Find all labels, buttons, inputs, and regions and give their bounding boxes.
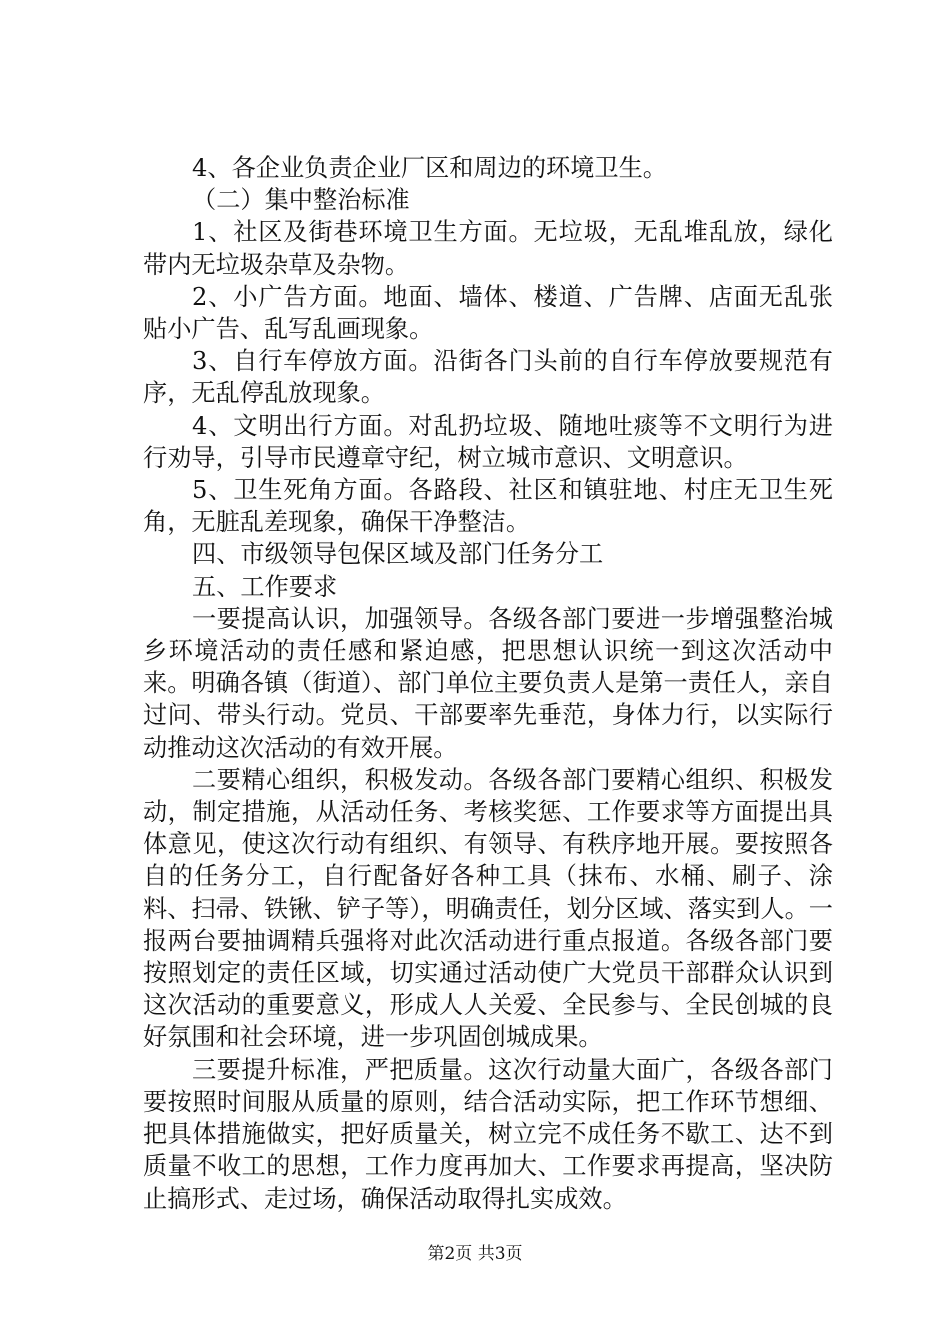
paragraph-requirement-awareness: 一要提高认识，加强领导。各级各部门要进一步增强整治城乡环境活动的责任感和紧迫感，把思想认识统一到这次活动中来。明确各镇（街道）、部门单位主要负责人是第一责任人，亲自过问、带头行动。党员、干部要率先垂范，身体力行，以实际行动推动这次活动的有效开展。 bbox=[143, 604, 833, 762]
paragraph-requirement-quality: 三要提升标准，严把质量。这次行动量大面广，各级各部门要按照时间服从质量的原则，结合活动实际，把工作环节想细、把具体措施做实，把好质量关，树立完不成任务不歇工、达不到质量不收工的思想，工作力度再加大、工作要求再提高，坚决防止搞形式、走过场，确保活动取得扎实成效。 bbox=[143, 1055, 833, 1213]
section-heading-standards: （二）集中整治标准 bbox=[192, 186, 410, 215]
paragraph-sanitation-corners: 5、卫生死角方面。各路段、社区和镇驻地、村庄无卫生死角，无脏乱差现象，确保干净整洁。 bbox=[143, 476, 833, 537]
paragraph-civilized-travel: 4、文明出行方面。对乱扔垃圾、随地吐痰等不文明行为进行劝导，引导市民遵章守纪，树立城市意识、文明意识。 bbox=[143, 411, 833, 472]
document-body bbox=[143, 152, 833, 1215]
page-footer: 第2页 共3页 bbox=[427, 1244, 523, 1264]
section-heading-work-requirements: 五、工作要求 bbox=[192, 572, 338, 601]
paragraph-bicycle-parking: 3、自行车停放方面。沿街各门头前的自行车停放要规范有序，无乱停乱放现象。 bbox=[143, 347, 833, 408]
paragraph-enterprise-hygiene: 4、各企业负责企业厂区和周边的环境卫生。 bbox=[192, 154, 667, 182]
paragraph-requirement-organization: 二要精心组织，积极发动。各级各部门要精心组织、积极发动，制定措施，从活动任务、考核奖惩、工作要求等方面提出具体意见，使这次行动有组织、有领导、有秩序地开展。要按照各自的任务分工，自行配备好各种工具（抹布、水桶、刷子、涂料、扫帚、铁锹、铲子等），明确责任，划分区域、落实到人。一报两台要抽调精兵强将对此次活动进行重点报道。各级各部门要按照划定的责任区域，切实通过活动使广大党员干部群众认识到这次活动的重要意义，形成人人关爱、全民参与、全民创城的良好氛围和社会环境，进一步巩固创城成果。 bbox=[143, 765, 833, 1052]
paragraph-small-ads: 2、小广告方面。地面、墙体、楼道、广告牌、店面无乱张贴小广告、乱写乱画现象。 bbox=[143, 282, 833, 344]
section-heading-task-division: 四、市级领导包保区域及部门任务分工 bbox=[192, 540, 604, 569]
paragraph-community-hygiene: 1、社区及街巷环境卫生方面。无垃圾，无乱堆乱放，绿化带内无垃圾杂草及杂物。 bbox=[143, 218, 833, 279]
